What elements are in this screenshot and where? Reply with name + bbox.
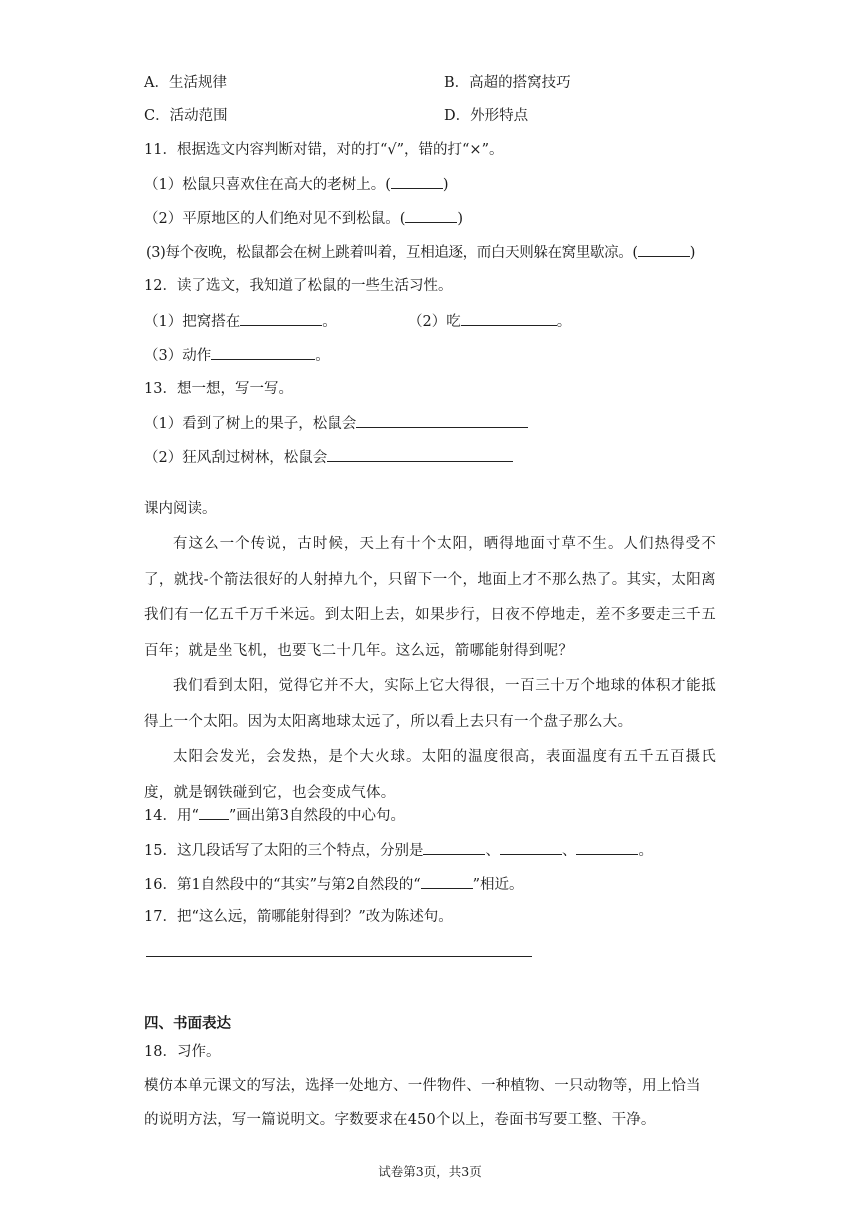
- question-15: [144, 840, 653, 861]
- answer-blank[interactable]: [421, 874, 473, 889]
- answer-blank[interactable]: [327, 447, 513, 462]
- question-11-item-2: [144, 208, 463, 229]
- close-paren: ): [689, 245, 696, 261]
- statement-text: （1）松鼠只喜欢住在高大的老树上。(: [144, 177, 391, 193]
- reading-paragraph-3: 太阳会发光，会发热，是个大火球。太阳的温度很高，表面温度有五千五百摄氏度，就是钢铁碰到它，也会变成气体。: [144, 749, 716, 801]
- answer-blank[interactable]: [405, 208, 457, 223]
- writing-prompt-line-2: 的说明方法，写一篇说明文。字数要求在450个以上，卷面书写要工整、干净。: [144, 1112, 656, 1128]
- period: 。: [638, 843, 653, 859]
- question-11-item-1: [144, 174, 449, 195]
- question-text: 14．用“: [144, 808, 199, 824]
- question-12-item-2: [408, 311, 571, 332]
- item-text: （1）把窝搭在: [144, 314, 241, 330]
- line-sample: [199, 805, 229, 820]
- question-12-item-1: [144, 311, 337, 332]
- answer-blank[interactable]: [356, 413, 528, 428]
- item-text: （3）动作: [144, 348, 212, 364]
- reading-paragraph-1: 有这么一个传说，古时候，天上有十个太阳，晒得地面寸草不生。人们热得受不了，就找-个箭法很好的人射掉九个，只留下一个，地面上才不那么热了。其实，太阳离我们有一亿五千万千米远。到太阳上去，如果步行，日夜不停地走，差不多要走三千五百年；就是坐飞机，也要飞二十几年。这么远，箭哪能射得到呢？: [144, 536, 716, 659]
- answer-blank[interactable]: [240, 311, 322, 326]
- answer-line[interactable]: [146, 956, 532, 957]
- answer-blank[interactable]: [461, 311, 557, 326]
- answer-blank[interactable]: [576, 840, 638, 855]
- period: 。: [322, 314, 337, 330]
- question-12-item-3: [144, 345, 330, 366]
- statement-text: (3)每个夜晚，松鼠都会在树上跳着叫着，互相追逐，而白天则躲在窝里歇凉。(: [146, 245, 638, 261]
- close-paren: ): [457, 211, 464, 227]
- page-footer: 试卷第3页，共3页: [378, 1164, 482, 1179]
- question-text: ”相近。: [472, 877, 524, 893]
- separator: 、: [485, 843, 500, 859]
- question-13-item-2: [144, 447, 513, 468]
- answer-blank[interactable]: [500, 840, 562, 855]
- period: 。: [556, 314, 572, 330]
- reading-label: 课内阅读。: [144, 501, 217, 517]
- separator: 、: [561, 843, 577, 859]
- section-4-title: 四、书面表达: [144, 1015, 231, 1032]
- question-text: 16．第1自然段中的“其实”与第2自然段的“: [144, 877, 421, 893]
- question-text: 15．这几段话写了太阳的三个特点，分别是: [144, 843, 424, 859]
- reading-paragraph-2: 我们看到太阳，觉得它并不大，实际上它大得很，一百三十万个地球的体积才能抵得上一个太阳。因为太阳离地球太远了，所以看上去只有一个盘子那么大。: [144, 678, 716, 730]
- question-text: ”画出第3自然段的中心句。: [228, 808, 406, 824]
- question-16: [144, 874, 524, 895]
- item-text: （2）狂风刮过树林，松鼠会: [144, 450, 328, 466]
- question-13-stem: 13．想一想，写一写。: [144, 381, 293, 397]
- answer-blank[interactable]: [423, 840, 485, 855]
- answer-blank[interactable]: [391, 174, 443, 189]
- item-text: （2）吃: [408, 314, 461, 330]
- option-c: C．活动范围: [144, 108, 228, 124]
- option-a: A．生活规律: [144, 75, 227, 91]
- question-14: [144, 805, 405, 826]
- writing-prompt-line-1: 模仿本单元课文的写法，选择一处地方、一件物件、一种植物、一只动物等，用上恰当: [144, 1078, 701, 1094]
- question-11-item-3: [146, 242, 695, 263]
- question-18: 18．习作。: [144, 1044, 221, 1060]
- statement-text: （2）平原地区的人们绝对见不到松鼠。(: [144, 211, 406, 227]
- question-13-item-1: [144, 413, 528, 434]
- answer-blank[interactable]: [638, 242, 690, 257]
- item-text: （1）看到了树上的果子，松鼠会: [144, 416, 357, 432]
- answer-blank[interactable]: [211, 345, 315, 360]
- question-12-stem: 12．读了选文，我知道了松鼠的一些生活习性。: [144, 278, 453, 294]
- close-paren: ): [442, 177, 449, 193]
- question-17: 17．把“这么远，箭哪能射得到？”改为陈述句。: [144, 909, 453, 925]
- period: 。: [315, 348, 330, 364]
- question-11-stem: 11．根据选文内容判断对错，对的打“√”，错的打“×”。: [144, 142, 504, 158]
- option-d: D．外形特点: [444, 108, 529, 124]
- option-b: B．高超的搭窝技巧: [444, 75, 571, 91]
